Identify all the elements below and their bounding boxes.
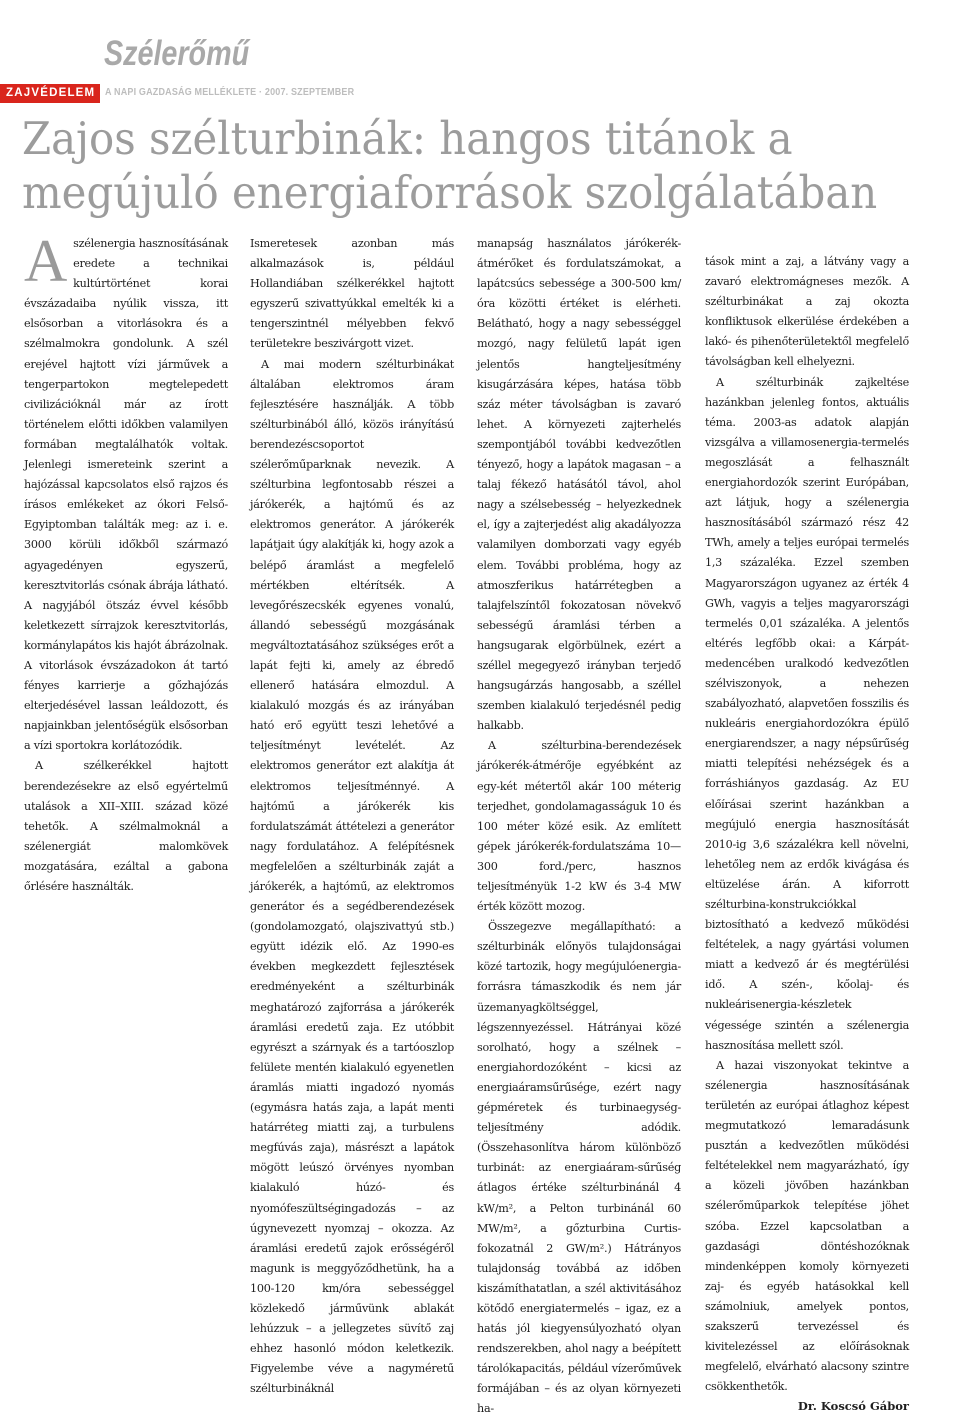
paragraph: A mai modern szélturbinákat általában elektromos áram fejlesztésére használják. A több szélturbinából álló, közös irányítású berendezéscsoportot szélerőműparknak nevezik. A szélturbina legfontosabb részei a járókerék, a hajtómű és az elektromos generátor. A járókerék lapátjait úgy alakítják ki, hogy azok a belépő áramlást a megfelelő mértékben eltérítsék. A levegőrészecskék egyenes vonalú, állandó sebességű mozgásának megváltoztatásához szükséges erőt a lapát fejti ki, amely az ébredő ellenerő hatására elmozdul. A kialakuló mozgás és az irányában ható erő együtt teszi lehetővé a teljesítményt levételét. Az elektromos generátor ezt alakítja át elektromos teljesítménnyé. A hajtómű a járókerék kis fordulatszámát áttételezi a generátor nagy fordulatához. A felépítésnek megfelelően a szélturbinák zaját a járókerék, a hajtómű, az elektromos generátor és a segédberendezések (gondolamozgató, olajszivattyú stb.) együtt idézik elő. Az 1990-es években megkezdett fejlesztések eredményeként a szélturbinák meghatározó zajforrása a járókerék áramlási eredetű zaja. Ez utóbbit egyrészt a szárnyak és a tartóoszlop felülete mentén kialakuló egyenetlen áramlás miatti ingadozó nyomás (egymásra hatás zaja, a lapát menti határréteg miatti zaj, a turbulens megfúvás zaja), másrészt a lapátok mögött leúszó örvényes nyomban kialakuló húzó- és nyomófeszültségingadozás – az úgynevezett nyomzaj – okozza. Az áramlási eredetű zajok erősségéről magunk is meggyőződhetünk, ha a 100-120 km/óra sebességgel közlekedő járművünk ablakát lehúzzuk – a jellegzetes süvítő zaj ehhez hasonló módon keletkezik. Figyelembe véve a nagyméretű szélturbináknál	[250, 357, 454, 1396]
section-tag-label: ZAJVÉDELEM	[6, 87, 96, 99]
supplement-line: A NAPI GAZDASÁG MELLÉKLETE · 2007. SZEPTEMBER	[105, 87, 355, 98]
paragraph: Összegezve megállapítható: a szélturbinák előnyös tulajdonságai közé tartozik, hogy megújulóenergia-forrásra támaszkodik és nem jár üzemanyagköltséggel, légszennyezéssel. Hátrányai közé sorolható, hogy a szélnek – energiahordozóként – kicsi az energiaáramsűrűsége, ezért nagy gépméretek és turbinaegység-teljesítmény adódik. (Összehasonlítva három különböző turbinát: az energiaáram-sűrűség átlagos értéke szélturbinánál 4 kW/m², a Pelton turbinánál 60 MW/m², a gőzturbina Curtis-fokozatnál 2 GW/m².) Hátrányos tulajdonság továbbá az időben kiszámíthatatlan, a szél aktivitásához kötődő energiatermelés – igaz, ez a hatás jól kiegyensúlyozható olyan rendszerekben, ahol nagy a beépített tárolókapacitás, például vízerőművek formájában – és az olyan környezeti ha-	[477, 920, 681, 1416]
paragraph-text: szélenergia hasznosításának eredete a technikai kultúrtörténet korai évszázadaiba nyúlik vissza, itt elsősorban a vitorlásokra és a szélmalmokra gondolunk. A szél erejével hajtott vízi járművek a tengerpartokon megtelepedett civilizációknál már az írott történelem előtti időkben valamilyen formában megtalálhatók voltak. Jelenlegi ismereteink szerint a hajózással kapcsolatos első rajzos és írásos emlékeket az ókori Felső-Egyiptomban találták meg: az i. e. 3000 körüli időkből származó agyagedényen egyszerű, keresztvitorlás csónak ábrája látható. A nagyjából ötszáz évvel később keletkezett sírrajzok keresztvitorlás, kormánylapátos kis hajót ábrázolnak. A vitorlások évszázadokon át tartó fényes karrierje a gőzhajózás elterjedésével lassan leáldozott, és napjainkban jelentőségük elsősorban a vízi sportokra korlátozódik.	[24, 237, 228, 753]
paragraph: tások mint a zaj, a látvány vagy a zavaró elektromágneses mezők. A szélturbinákat a zaj okozta konfliktusok elkerülése érdekében a lakó- és pihenőterületektől megfelelő távolságban kell elhelyezni.	[705, 255, 909, 369]
paragraph: manapság használatos járókerék-átmérőket és fordulatszámokat, a lapátcsúcs sebessége a 300-500 km/óra közötti értéket is elérheti. Belátható, hogy a nagy sebességgel mozgó, nagy felületű lapát igen jelentős hangteljesítmény kisugárzására képes, hatása több száz méter távolságban is zavaró lehet. A környezeti zajterhelés szempontjából további kedvezőtlen tényező, hogy a lapátok magasan – a talaj fékező hatásától távol, ahol nagy a szélsebesség – helyezkednek el, így a zajterjedést alig akadályozza valamilyen domborzati vagy egyéb elem. További probléma, hogy az atmoszferikus határrétegben a talajfelszíntől fokozatosan növekvő sebességű áramlási térben a hangsugarak elgörbülnek, ezért a széllel megegyező irányban terjedő hangsugárzás hangosabb, a széllel szemben kialakuló terjedésnél pedig halkabb.	[477, 237, 681, 733]
paragraph: A szélkerékkel hajtott berendezésekre az első egyértelmű utalások a XII–XIII. század közé tehetők. A szélmalmoknál a szélenergiát malomkövek mozgatására, ezáltal a gabona őrlésére használták.	[24, 759, 228, 893]
article-headline	[22, 112, 942, 220]
article-column-2	[250, 234, 454, 1399]
section-title: Szélerőmű	[104, 34, 250, 73]
paragraph: Ismeretesek azonban más alkalmazások is, például Hollandiában szélkerékkel hajtott egyszerű szivattyúkkal emelték ki a tengerszintnél mélyebben fekvő területekre beszivárgott vizet.	[250, 237, 454, 351]
author-signature: Dr. Koscsó Gábor	[797, 1399, 909, 1414]
paragraph: A hazai viszonyokat tekintve a szélenergia hasznosításának területén az európai átlaghoz képest megmutatkozó lemaradásunk pusztán a kedvezőtlen működési feltételekkel nem magyarázható, így a közeli jövőben hazánkban szélerőműparkok telepítése jöhet szóba. Ezzel kapcsolatban a gazdasági döntéshozóknak mindenképpen komoly környezeti zaj- és egyéb hatásokkal kell számolniuk, amelyek pontos, szakszerű tervezéssel és kivitelezéssel az előírásoknak megfelelő, elvárható alacsony szintre csökkenthetők.	[705, 1058, 909, 1394]
drop-cap: A	[24, 228, 68, 294]
paragraph: A szélturbinák zajkeltése hazánkban jelenleg fontos, aktuális téma. 2003-as adatok alapján vizsgálva a villamosenergia-termelés megoszlását a felhasznált energiahordozók szerint Európában, azt látjuk, hogy a szélenergia hasznosításából származó rész 42 TWh, amely a teljes európai termelés 1,3 százaléka. Ezzel szemben Magyarországon ugyanez az érték 4 GWh, vagyis a teljes magyarországi termelés 0,01 százaléka. A jelentős eltérés legfőbb okai: a Kárpát-medencében uralkodó kedvezőtlen szélviszonyok, a nehezen szabályozható, alapvetően fosszilis és nukleáris energiahordozókra épülő energiarendszer, a nagy népsűrűség miatti telepítési nehézségek és a forráshiányos gazdaság. Az EU előírásai szerint hazánkban a megújuló energia hasznosítását 2010-ig 3,6 százalékra kell növelni, lehetőleg nem az erdők kivágása és eltüzelése árán. A kiforrott szélturbina-konstrukciókkal biztosítható a kedvező működési feltételek, a nagy gyártási volumen miatt a kedvező ár és megtérülési idő. A szén-, kőolaj- és nukleárisenergia-készletek végessége szintén a szélenergia hasznosítása mellett szól.	[705, 375, 909, 1052]
article-column-3	[477, 234, 681, 1420]
paragraph	[24, 228, 228, 756]
headline-line-1: Zajos szélturbinák: hangos titánok a	[22, 112, 793, 165]
article-column-1	[24, 228, 228, 897]
article-column-4	[705, 252, 909, 1413]
paragraph: A szélturbina-berendezések járókerék-átmérője egyébként az egy-két métertől akár 100 méterig terjedhet, gondolamagasságuk 10 és 100 méter közé esik. Az említett gépek járókerék-fordulatszáma 10—300 ford./perc, hasznos teljesítményük 1-2 kW és 3-4 MW érték között mozog.	[477, 739, 681, 914]
headline-line-2: megújuló energiaforrások szolgálatában	[22, 166, 878, 219]
section-tag	[0, 84, 100, 103]
